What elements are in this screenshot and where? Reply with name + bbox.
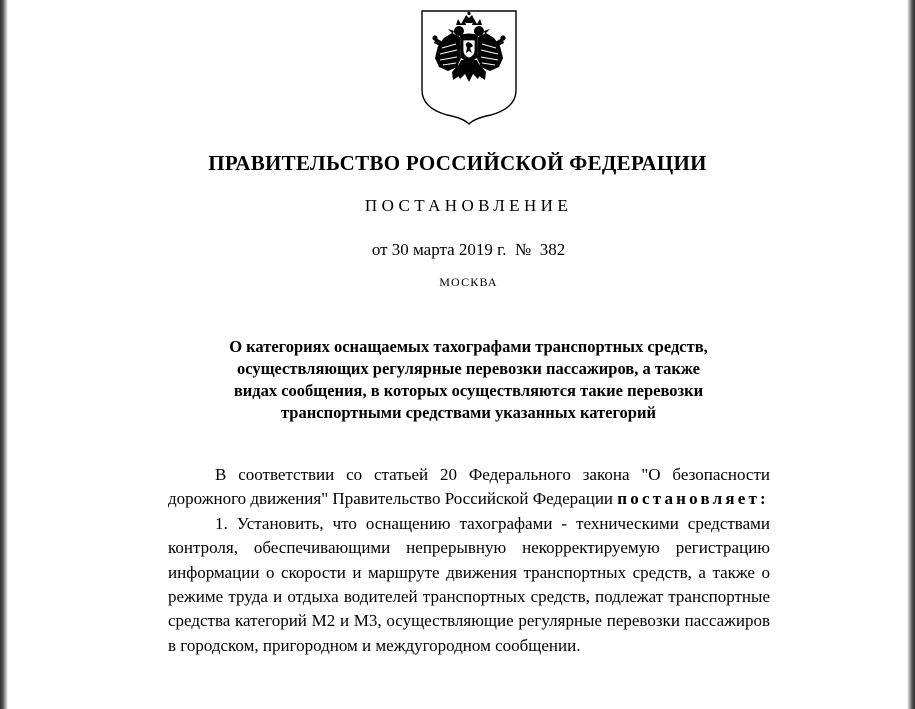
resolves-keyword: постановляет: — [617, 489, 769, 509]
preamble-paragraph — [168, 463, 770, 512]
page-left-edge-shadow — [0, 0, 8, 709]
coat-of-arms-icon — [419, 8, 519, 126]
document-city: МОСКВА — [439, 275, 498, 289]
document-title-line: видах сообщения, в которых осуществляются такие перевозки — [233, 381, 704, 400]
document-type: ПОСТАНОВЛЕНИЕ — [364, 196, 573, 215]
document-body — [168, 463, 770, 658]
document-title-line: транспортными средствами указанных категорий — [281, 403, 656, 422]
government-name: ПРАВИТЕЛЬСТВО РОССИЙСКОЙ ФЕДЕРАЦИИ — [208, 151, 707, 175]
page-right-edge-shadow — [907, 0, 915, 709]
document-title-line: О категориях оснащаемых тахографами транспортных средств, — [229, 337, 708, 356]
item-1-paragraph: 1. Установить, что оснащению тахографами - техническими средствами контроля, обеспечивающими непрерывную некорректируемую регистрацию информации о скорости и маршруте движения транспортных средств, а также о режиме труда и отдыха водителей транспортных средств, подлежат транспортные средства категорий М2 и М3, осуществляющие регулярные перевозки пассажиров в городском, пригородном и междугородном сообщении. — [168, 513, 770, 655]
preamble-text: В соответствии со статьей 20 Федерального закона "О безопасности дорожного движения" Правительство Российской Федерации — [168, 465, 770, 509]
document-title — [150, 336, 787, 424]
document-date-number: от 30 марта 2019 г. № 382 — [371, 240, 566, 259]
document-title-line: осуществляющих регулярные перевозки пассажиров, а также — [237, 359, 700, 378]
